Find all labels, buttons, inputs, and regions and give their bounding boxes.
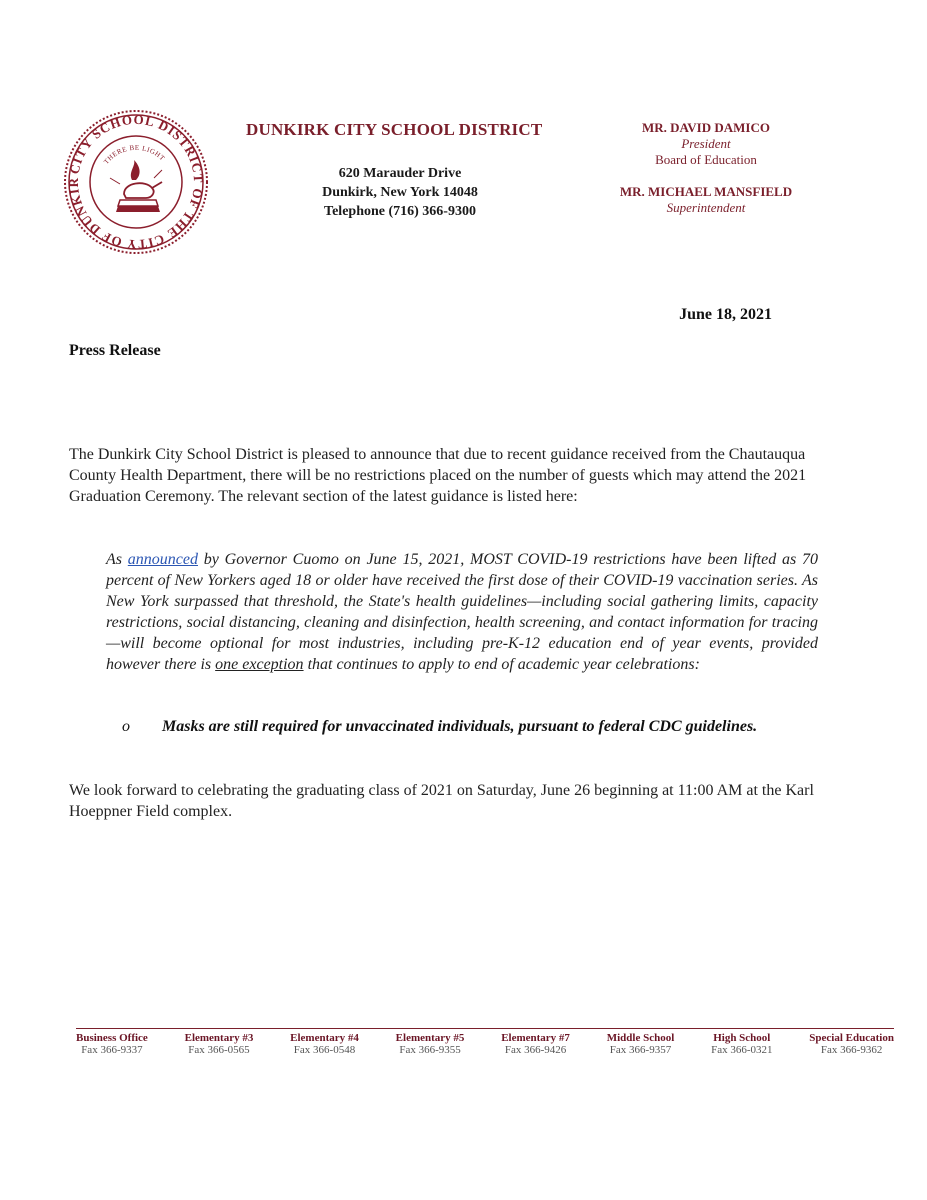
office-fax: Fax 366-0321 bbox=[711, 1044, 773, 1056]
footer-office bbox=[185, 1032, 254, 1056]
president-title: President bbox=[681, 136, 731, 151]
quote-lead: As bbox=[106, 551, 128, 568]
board-of-education: Board of Education bbox=[655, 152, 757, 167]
office-fax: Fax 366-9357 bbox=[609, 1044, 672, 1056]
footer-office bbox=[501, 1032, 570, 1056]
office-name: Elementary #3 bbox=[184, 1032, 254, 1044]
document-type: Press Release bbox=[69, 342, 161, 359]
office-name: Elementary #4 bbox=[290, 1032, 359, 1044]
footer-office bbox=[76, 1032, 148, 1056]
letter-date: June 18, 2021 bbox=[679, 306, 772, 323]
office-name: Special Education bbox=[809, 1032, 894, 1044]
footer-divider bbox=[76, 1028, 894, 1029]
office-name: Elementary #5 bbox=[395, 1032, 465, 1044]
footer-offices bbox=[76, 1032, 894, 1056]
office-fax: Fax 366-9362 bbox=[820, 1044, 883, 1056]
bullet-marker: o bbox=[122, 718, 130, 735]
telephone: Telephone (716) 366-9300 bbox=[324, 204, 476, 219]
quote-body: by Governor Cuomo on June 15, 2021, MOST COVID-19 restrictions have been lifted as 70 percent of New Yorkers aged 18 or older have received the first dose of their COVID-19 vaccination series. As New York surpassed that threshold, the State's health guidelines—including social gathering limits, capacity restrictions, social distancing, cleaning and disinfection, health screening, and contact information for tracing—will become optional for most industries, including pre-K-12 education end of year events, provided however there is bbox=[106, 551, 819, 673]
district-address bbox=[300, 164, 500, 221]
footer-office bbox=[607, 1032, 675, 1056]
officials-block bbox=[606, 120, 806, 216]
office-fax: Fax 366-0565 bbox=[188, 1044, 250, 1056]
district-seal-icon bbox=[62, 108, 210, 256]
office-name: Business Office bbox=[76, 1032, 148, 1044]
district-name: DUNKIRK CITY SCHOOL DISTRICT bbox=[246, 120, 543, 139]
address-line-1: 620 Marauder Drive bbox=[338, 166, 462, 181]
president-name: MR. DAVID DAMICO bbox=[642, 120, 770, 135]
closing-paragraph: We look forward to celebrating the graduating class of 2021 on Saturday, June 26 beginning at 11:00 AM at the Karl Hoeppner Field complex. bbox=[69, 782, 814, 820]
svg-text:THERE BE LIGHT: THERE BE LIGHT bbox=[102, 143, 167, 166]
office-name: Elementary #7 bbox=[501, 1032, 570, 1044]
footer-office bbox=[396, 1032, 465, 1056]
quote-underlined: one exception bbox=[215, 656, 304, 673]
announced-link[interactable]: announced bbox=[127, 551, 198, 568]
office-fax: Fax 366-9355 bbox=[399, 1044, 461, 1056]
mask-requirement-bullet bbox=[106, 716, 818, 737]
footer-office bbox=[809, 1032, 894, 1056]
address-line-2: Dunkirk, New York 14048 bbox=[322, 185, 478, 200]
footer-office bbox=[711, 1032, 772, 1056]
guidance-quote bbox=[106, 549, 818, 675]
office-fax: Fax 366-9337 bbox=[81, 1044, 143, 1056]
intro-paragraph: The Dunkirk City School District is pleased to announce that due to recent guidance received from the Chautauqua County Health Department, there will be no restrictions placed on the number of guests which may attend the 2021 Graduation Ceremony. The relevant section of the latest guidance is listed here: bbox=[69, 446, 807, 505]
superintendent-name: MR. MICHAEL MANSFIELD bbox=[619, 184, 793, 199]
office-name: High School bbox=[713, 1032, 771, 1044]
office-name: Middle School bbox=[606, 1032, 675, 1044]
quote-tail: that continues to apply to end of academic year celebrations: bbox=[303, 656, 700, 673]
svg-text:CITY SCHOOL DISTRICT OF THE CI: CITY SCHOOL DISTRICT OF THE CITY OF DUNKIR bbox=[65, 111, 207, 253]
superintendent-title: Superintendent bbox=[666, 200, 746, 215]
footer-office bbox=[290, 1032, 359, 1056]
bullet-text: Masks are still required for unvaccinated individuals, pursuant to federal CDC guidelines. bbox=[162, 718, 758, 735]
office-fax: Fax 366-0548 bbox=[293, 1044, 356, 1056]
office-fax: Fax 366-9426 bbox=[504, 1044, 567, 1056]
